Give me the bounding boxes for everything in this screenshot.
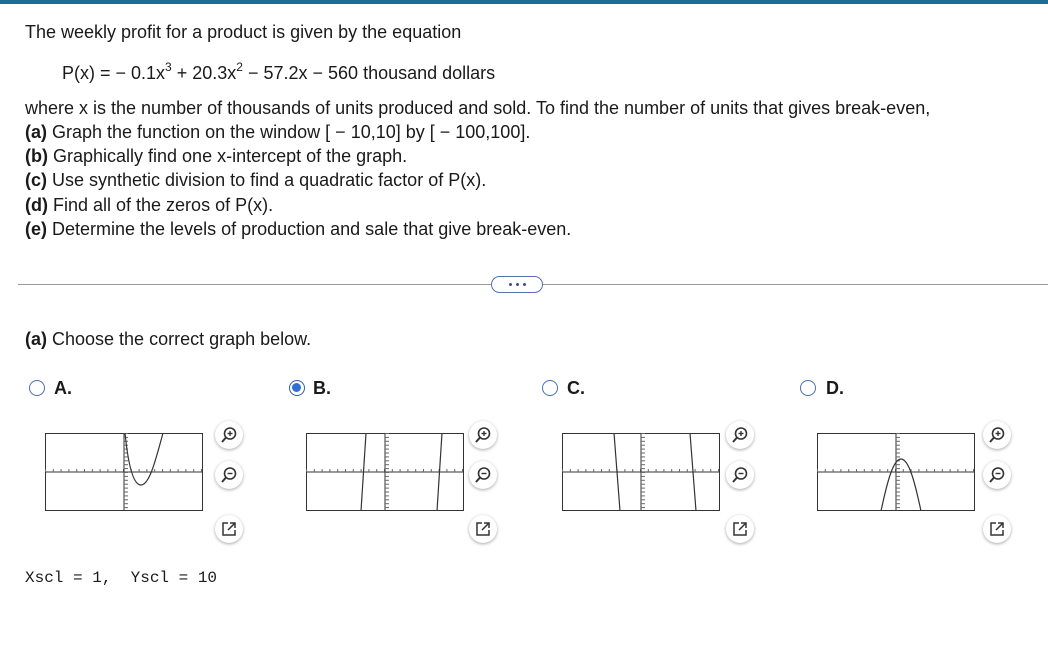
equation-lhs: P(x) = − 0.1x	[62, 63, 166, 83]
option-d-radio[interactable]	[800, 380, 816, 396]
question-text: Choose the correct graph below.	[47, 329, 312, 349]
zoom-out-button-c[interactable]	[726, 461, 754, 489]
zoom-out-icon	[988, 466, 1006, 484]
exponent-3: 3	[165, 60, 172, 74]
expand-icon	[989, 521, 1005, 537]
exponent-2: 2	[236, 60, 243, 74]
where-text: where x is the number of thousands of units produced and sold. To find the number of units that gives break-even,	[25, 98, 931, 118]
expand-icon	[732, 521, 748, 537]
zoom-out-icon	[731, 466, 749, 484]
part-label: (c)	[25, 170, 47, 190]
part-text: Graphically find one x-intercept of the graph.	[47, 146, 408, 166]
expand-icon	[221, 521, 237, 537]
part-label: (d)	[25, 195, 48, 215]
ellipsis-dot-icon	[523, 283, 526, 286]
equation-rhs: − 57.2x − 560 thousand dollars	[242, 63, 496, 83]
expand-ellipsis-button[interactable]	[491, 276, 543, 293]
part-text: Graph the function on the window [ − 10,10] by [ − 100,100].	[47, 122, 531, 142]
zoom-in-button-a[interactable]	[215, 421, 243, 449]
part-text: Use synthetic division to find a quadratic factor of P(x).	[47, 170, 487, 190]
intro-text: The weekly profit for a product is given by the equation	[25, 22, 462, 42]
zoom-in-icon	[474, 426, 492, 444]
option-b-radio[interactable]	[289, 380, 305, 396]
zoom-out-button-d[interactable]	[983, 461, 1011, 489]
part-text: Find all of the zeros of P(x).	[47, 195, 274, 215]
zoom-in-icon	[731, 426, 749, 444]
zoom-in-button-c[interactable]	[726, 421, 754, 449]
zoom-out-button-a[interactable]	[215, 461, 243, 489]
option-d-label[interactable]: D.	[826, 378, 844, 398]
zoom-out-icon	[474, 466, 492, 484]
equation	[62, 62, 495, 84]
expand-button-b[interactable]	[469, 515, 497, 543]
scale-note: Xscl = 1, Yscl = 10	[25, 569, 218, 587]
question-label: (a)	[25, 329, 47, 349]
zoom-in-button-b[interactable]	[469, 421, 497, 449]
expand-button-d[interactable]	[983, 515, 1011, 543]
option-b-label[interactable]: B.	[313, 378, 331, 398]
graph-b[interactable]	[306, 433, 464, 511]
part-d	[25, 194, 273, 216]
ellipsis-dot-icon	[516, 283, 519, 286]
option-c-radio[interactable]	[542, 380, 558, 396]
part-b	[25, 145, 407, 167]
part-a	[25, 121, 530, 143]
expand-button-c[interactable]	[726, 515, 754, 543]
part-label: (e)	[25, 219, 47, 239]
part-e	[25, 218, 571, 240]
zoom-in-button-d[interactable]	[983, 421, 1011, 449]
graph-d[interactable]	[817, 433, 975, 511]
option-a-radio[interactable]	[29, 380, 45, 396]
zoom-out-icon	[220, 466, 238, 484]
top-accent-bar	[0, 0, 1048, 4]
graph-c[interactable]	[562, 433, 720, 511]
option-c-label[interactable]: C.	[567, 378, 585, 398]
equation-mid: + 20.3x	[171, 63, 237, 83]
zoom-in-icon	[220, 426, 238, 444]
part-label: (a)	[25, 122, 47, 142]
expand-button-a[interactable]	[215, 515, 243, 543]
zoom-out-button-b[interactable]	[469, 461, 497, 489]
part-label: (b)	[25, 146, 48, 166]
expand-icon	[475, 521, 491, 537]
zoom-in-icon	[988, 426, 1006, 444]
ellipsis-dot-icon	[509, 283, 512, 286]
graph-a[interactable]	[45, 433, 203, 511]
option-a-label[interactable]: A.	[54, 378, 72, 398]
part-c	[25, 169, 486, 191]
question-prompt	[25, 328, 311, 350]
part-text: Determine the levels of production and sale that give break-even.	[47, 219, 572, 239]
